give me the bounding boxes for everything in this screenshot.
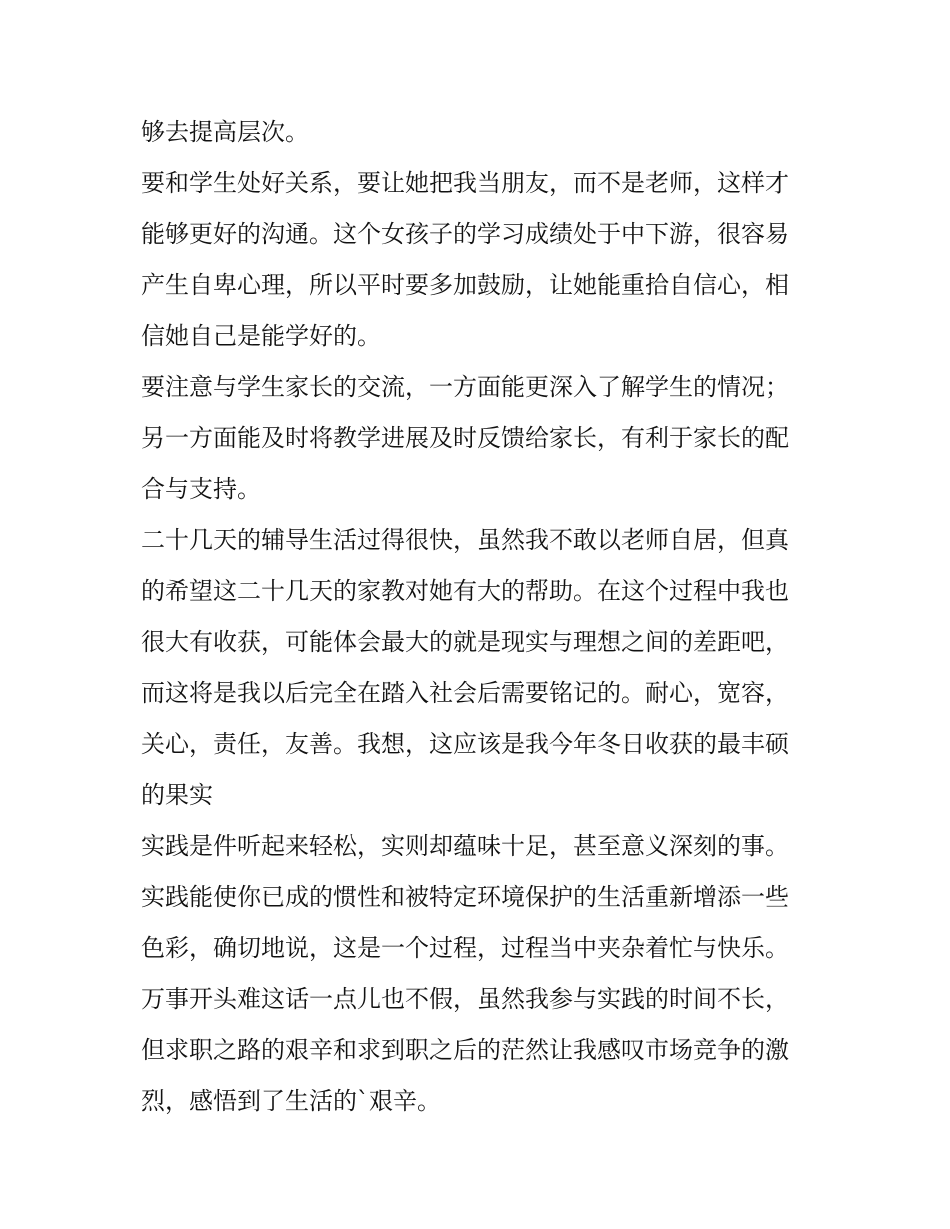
text-line: 的果实: [141, 781, 213, 809]
text-line: 色彩，确切地说，这是一个过程，过程当中夹杂着忙与快乐。: [141, 934, 789, 962]
text-line: 但求职之路的艰辛和求到职之后的茫然让我感叹市场竞争的激: [141, 1036, 789, 1064]
text-line: 信她自己是能学好的。: [141, 322, 381, 350]
text-line: 很大有收获，可能体会最大的就是现实与理想之间的差距吧，: [141, 628, 789, 656]
text-line: 烈，感悟到了生活的`艰辛。: [141, 1087, 441, 1115]
paragraph-1: [141, 107, 813, 158]
document-body: [141, 107, 813, 1127]
text-line: 要和学生处好关系，要让她把我当朋友，而不是老师，这样才: [141, 169, 789, 197]
text-line: 要注意与学生家长的交流，一方面能更深入了解学生的情况；: [141, 373, 789, 401]
text-line: 能够更好的沟通。这个女孩子的学习成绩处于中下游，很容易: [141, 220, 789, 248]
paragraph-3: [141, 362, 813, 515]
paragraph-4: [141, 515, 813, 821]
text-line: 合与支持。: [141, 475, 261, 503]
text-line: 实践是件听起来轻松，实则却蕴味十足，甚至意义深刻的事。: [141, 832, 789, 860]
text-line: 实践能使你已成的惯性和被特定环境保护的生活重新增添一些: [141, 883, 789, 911]
text-line: 二十几天的辅导生活过得很快，虽然我不敢以老师自居，但真: [141, 526, 789, 554]
text-line: 关心，责任，友善。我想，这应该是我今年冬日收获的最丰硕: [141, 730, 789, 758]
text-line: 的希望这二十几天的家教对她有大的帮助。在这个过程中我也: [141, 577, 789, 605]
paragraph-2: [141, 158, 813, 362]
text-line: 另一方面能及时将教学进展及时反馈给家长，有利于家长的配: [141, 424, 789, 452]
text-line: 而这将是我以后完全在踏入社会后需要铭记的。耐心，宽容，: [141, 679, 789, 707]
text-line: 万事开头难这话一点儿也不假，虽然我参与实践的时间不长，: [141, 985, 789, 1013]
paragraph-5: [141, 821, 813, 1127]
text-line: 产生自卑心理，所以平时要多加鼓励，让她能重拾自信心，相: [141, 271, 789, 299]
text-line: 够去提高层次。: [141, 118, 309, 146]
